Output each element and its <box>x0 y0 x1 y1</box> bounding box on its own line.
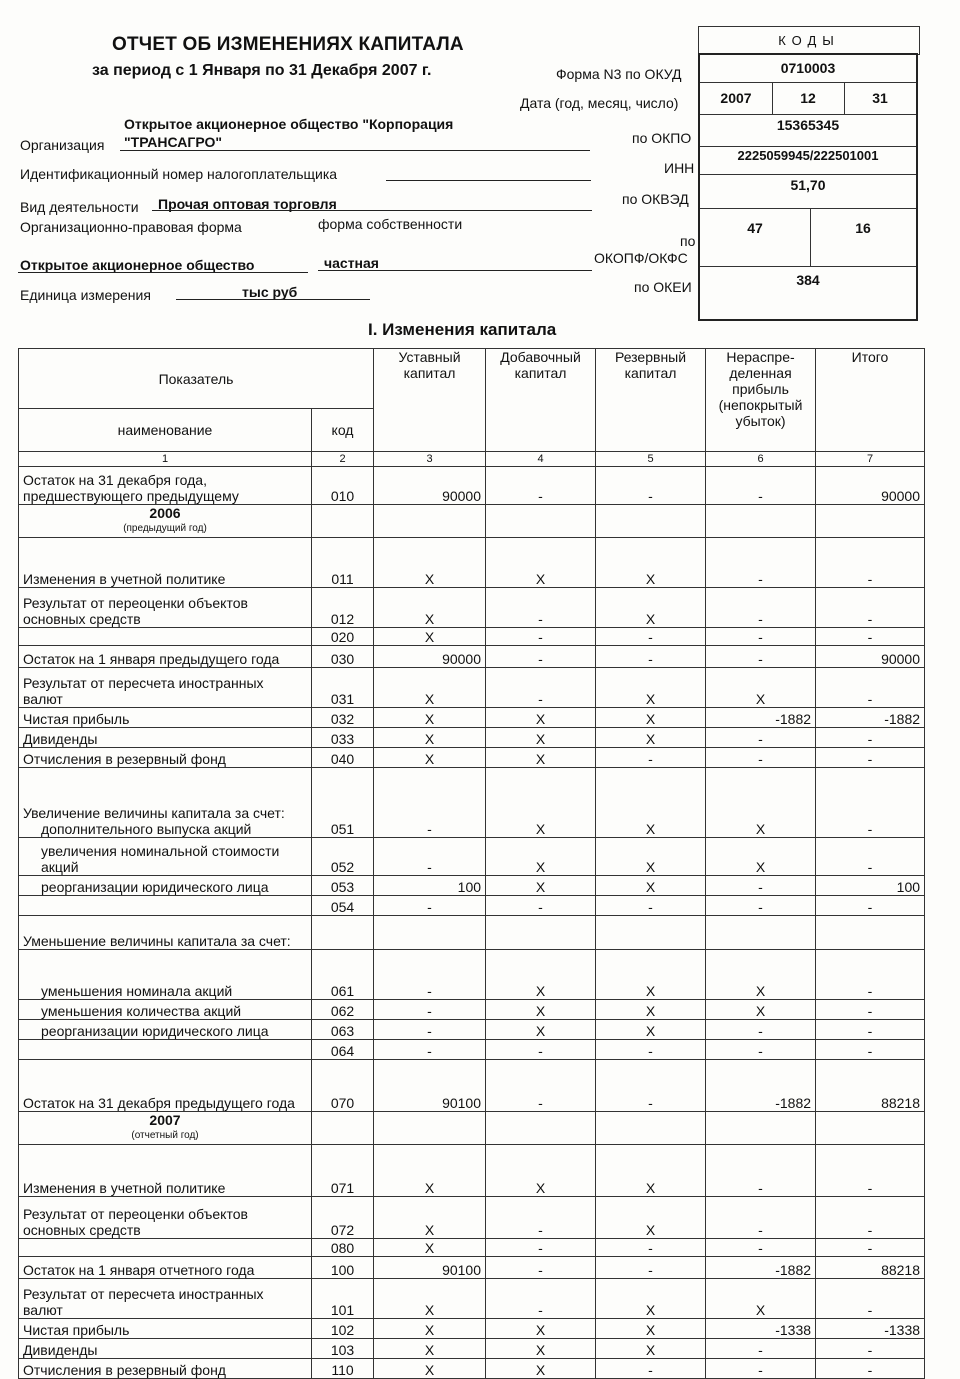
okopf-label-2: ОКОПФ/ОКФС <box>594 250 688 266</box>
year-2007-row <box>19 1112 925 1145</box>
row-value-col7: - <box>816 1339 925 1359</box>
row-value-col7: 90000 <box>816 646 925 668</box>
row-value-col3: - <box>374 1040 486 1060</box>
row-name: увеличения номинальной стоимости акций <box>19 838 312 876</box>
row-value-col3: X <box>374 728 486 748</box>
row-value-col6: X <box>706 1000 816 1020</box>
col-7-header: Итого <box>816 349 925 452</box>
row-code: 011 <box>312 538 374 588</box>
table-row <box>19 1359 925 1379</box>
row-value-col7: 88218 <box>816 1060 925 1112</box>
codes-header: КОДЫ <box>698 26 920 55</box>
row-value-col4: X <box>486 768 596 838</box>
row-value-col6: X <box>706 1279 816 1319</box>
row-value-col7: 100 <box>816 876 925 896</box>
row-value-col4: - <box>486 668 596 708</box>
unit-value: тыс руб <box>242 284 298 300</box>
date-label: Дата (год, месяц, число) <box>520 95 679 111</box>
year-2006-row <box>19 505 925 538</box>
row-value-col6: X <box>706 668 816 708</box>
row-value-col4: - <box>486 1257 596 1279</box>
decrease-group-row <box>19 916 925 950</box>
row-name: Чистая прибыль <box>19 1319 312 1339</box>
row-value-col3: X <box>374 1145 486 1197</box>
table-row <box>19 1040 925 1060</box>
inn-code-label: ИНН <box>664 160 695 176</box>
row-value-col7: -1338 <box>816 1319 925 1339</box>
row-value-col5: X <box>596 876 706 896</box>
row-value-col7: - <box>816 1040 925 1060</box>
row-value-col7: - <box>816 668 925 708</box>
row-value-col3: X <box>374 708 486 728</box>
year-2006-row-empty-cell <box>596 505 706 538</box>
row-value-col5: - <box>596 1257 706 1279</box>
row-value-col3: - <box>374 1020 486 1040</box>
row-value-col4: - <box>486 646 596 668</box>
row-name: Результат от пересчета иностранных валют <box>19 1279 312 1319</box>
row-value-col5: X <box>596 1020 706 1040</box>
report-title: ОТЧЕТ ОБ ИЗМЕНЕНИЯХ КАПИТАЛА <box>112 34 464 55</box>
row-value-col3: - <box>374 838 486 876</box>
row-value-col6: X <box>706 950 816 1000</box>
row-name: Отчисления в резервный фонд <box>19 748 312 768</box>
row-value-col3: X <box>374 588 486 628</box>
row-name: реорганизации юридического лица <box>19 876 312 896</box>
row-value-col4: - <box>486 1239 596 1257</box>
row-code: 071 <box>312 1145 374 1197</box>
okpo-code: 15365345 <box>700 114 916 147</box>
row-value-col7: - <box>816 1359 925 1379</box>
section-title: I. Изменения капитала <box>368 320 557 339</box>
row-name: Результат от переоценки объектов основных средств <box>19 1197 312 1239</box>
col-num-3: 3 <box>374 452 486 467</box>
row-value-col5: X <box>596 668 706 708</box>
row-value-col4: - <box>486 588 596 628</box>
date-day: 31 <box>844 82 916 115</box>
table-row <box>19 1060 925 1112</box>
row-value-col6: - <box>706 748 816 768</box>
row-value-col5: X <box>596 588 706 628</box>
table-row <box>19 668 925 708</box>
table-row <box>19 768 925 838</box>
row-value-col6: - <box>706 876 816 896</box>
year-2007-row-empty-cell <box>706 1112 816 1145</box>
row-value-col5: - <box>596 1239 706 1257</box>
row-value-col7: - <box>816 768 925 838</box>
row-code: 031 <box>312 668 374 708</box>
row-code: 051 <box>312 768 374 838</box>
okei-code: 384 <box>796 272 820 288</box>
row-code: 053 <box>312 876 374 896</box>
year-2006-row-note: (предыдущий год) <box>123 523 207 534</box>
table-row <box>19 1197 925 1239</box>
col-5-header: Резервный капитал <box>596 349 706 452</box>
row-value-col4: - <box>486 896 596 916</box>
decrease-group-label: Уменьшение величины капитала за счет: <box>19 916 312 950</box>
row-value-col4: - <box>486 1060 596 1112</box>
legal-form-underline <box>18 272 308 273</box>
row-value-col5: - <box>596 467 706 505</box>
row-value-col3: X <box>374 1197 486 1239</box>
date-year: 2007 <box>700 82 772 115</box>
decrease-group-empty-cell <box>596 916 706 950</box>
row-value-col6: - <box>706 896 816 916</box>
row-value-col7: - <box>816 896 925 916</box>
row-name <box>19 768 312 838</box>
row-value-col5: - <box>596 896 706 916</box>
table-row <box>19 728 925 748</box>
row-name <box>19 896 312 916</box>
row-value-col6: - <box>706 467 816 505</box>
codes-body <box>698 53 918 321</box>
row-code: 064 <box>312 1040 374 1060</box>
year-2007-row-empty-cell <box>596 1112 706 1145</box>
col-num-5: 5 <box>596 452 706 467</box>
row-value-col6: - <box>706 1339 816 1359</box>
row-value-col4: - <box>486 1040 596 1060</box>
date-divider-1 <box>772 82 773 114</box>
row-value-col6: X <box>706 768 816 838</box>
row-value-col7: -1882 <box>816 708 925 728</box>
ownership-value: частная <box>324 255 379 271</box>
decrease-group-empty-cell <box>706 916 816 950</box>
row-code: 010 <box>312 467 374 505</box>
table-row <box>19 896 925 916</box>
row-value-col3: X <box>374 748 486 768</box>
row-value-col6: - <box>706 628 816 646</box>
row-value-col5: - <box>596 646 706 668</box>
year-2006-row-empty-cell <box>374 505 486 538</box>
date-divider-2 <box>844 82 845 114</box>
row-value-col4: X <box>486 1020 596 1040</box>
year-2006-row-empty-cell <box>486 505 596 538</box>
row-value-col4: X <box>486 1319 596 1339</box>
row-code: 020 <box>312 628 374 646</box>
table-row <box>19 1145 925 1197</box>
row-value-col4: X <box>486 1000 596 1020</box>
row-value-col7: - <box>816 950 925 1000</box>
row-name: Остаток на 31 декабря предыдущего года <box>19 1060 312 1112</box>
year-2006-row-label <box>19 505 312 538</box>
row-value-col3: X <box>374 668 486 708</box>
row-value-col5: X <box>596 708 706 728</box>
row-value-col3: 90100 <box>374 1257 486 1279</box>
row-name: Чистая прибыль <box>19 708 312 728</box>
okud-code: 0710003 <box>700 55 916 83</box>
table-row <box>19 1000 925 1020</box>
row-name: Остаток на 1 января предыдущего года <box>19 646 312 668</box>
row-code: 033 <box>312 728 374 748</box>
row-code: 030 <box>312 646 374 668</box>
year-2007-row-empty-cell <box>486 1112 596 1145</box>
row-value-col5: X <box>596 838 706 876</box>
row-name-group: Увеличение величины капитала за счет: <box>23 805 285 821</box>
okpo-label: по ОКПО <box>632 130 692 146</box>
date-month: 12 <box>772 82 844 115</box>
org-name-line1: Открытое акционерное общество "Корпорация <box>124 116 454 132</box>
row-value-col5: X <box>596 768 706 838</box>
codes-box <box>698 26 920 296</box>
row-value-col7: 90000 <box>816 467 925 505</box>
row-value-col5: - <box>596 628 706 646</box>
row-code: 061 <box>312 950 374 1000</box>
decrease-group-empty-cell <box>816 916 925 950</box>
table-row <box>19 538 925 588</box>
row-value-col6: - <box>706 588 816 628</box>
row-value-col6: -1882 <box>706 708 816 728</box>
decrease-group-empty-cell <box>374 916 486 950</box>
row-value-col7: - <box>816 1239 925 1257</box>
row-name <box>19 628 312 646</box>
row-value-col7: - <box>816 1197 925 1239</box>
row-name: уменьшения номинала акций <box>19 950 312 1000</box>
row-value-col3: - <box>374 896 486 916</box>
row-value-col4: X <box>486 838 596 876</box>
okved-label: по ОКВЭД <box>622 191 689 207</box>
row-value-col4: - <box>486 628 596 646</box>
okopf-code: 47 <box>700 208 810 267</box>
row-code: 110 <box>312 1359 374 1379</box>
col-code-header: код <box>312 409 374 452</box>
row-value-col3: - <box>374 768 486 838</box>
row-value-col7: - <box>816 728 925 748</box>
row-value-col7: - <box>816 628 925 646</box>
row-name: Отчисления в резервный фонд <box>19 1359 312 1379</box>
row-value-col7: - <box>816 1279 925 1319</box>
year-2007-row-empty-cell <box>374 1112 486 1145</box>
year-2006-row-year: 2006 <box>149 505 181 521</box>
legal-form-label: Организационно-правовая форма <box>20 219 242 235</box>
row-value-col5: X <box>596 1000 706 1020</box>
row-value-col3: 90000 <box>374 646 486 668</box>
row-value-col3: X <box>374 1279 486 1319</box>
row-value-col6: - <box>706 1040 816 1060</box>
org-name-line2: "ТРАНСАГРО" <box>124 134 223 150</box>
row-value-col3: 90000 <box>374 467 486 505</box>
okud-label: Форма N3 по ОКУД <box>556 66 682 82</box>
table-row <box>19 708 925 728</box>
row-value-col5: - <box>596 1359 706 1379</box>
ownership-underline <box>318 270 592 271</box>
row-value-col5: - <box>596 748 706 768</box>
row-value-col7: - <box>816 1000 925 1020</box>
col-indicator-header: Показатель <box>19 349 374 409</box>
org-underline <box>120 150 590 151</box>
row-code: 040 <box>312 748 374 768</box>
activity-value: Прочая оптовая торговля <box>158 196 337 212</box>
row-value-col4: X <box>486 1145 596 1197</box>
row-value-col5: X <box>596 1197 706 1239</box>
row-value-col3: X <box>374 1239 486 1257</box>
row-value-col3: 100 <box>374 876 486 896</box>
row-code: 052 <box>312 838 374 876</box>
year-2007-row-year: 2007 <box>149 1112 181 1128</box>
row-value-col6: -1338 <box>706 1319 816 1339</box>
row-value-col3: 90100 <box>374 1060 486 1112</box>
row-value-col3: X <box>374 1339 486 1359</box>
row-value-col3: X <box>374 538 486 588</box>
row-name: уменьшения количества акций <box>19 1000 312 1020</box>
okei-label: по ОКЕИ <box>634 279 692 295</box>
year-2006-row-empty-cell <box>312 505 374 538</box>
year-2007-row-label <box>19 1112 312 1145</box>
row-code: 102 <box>312 1319 374 1339</box>
row-value-col5: X <box>596 538 706 588</box>
table-row <box>19 628 925 646</box>
legal-form-value: Открытое акционерное общество <box>20 257 255 273</box>
row-code: 012 <box>312 588 374 628</box>
row-code: 072 <box>312 1197 374 1239</box>
row-value-col7: - <box>816 538 925 588</box>
row-value-col3: - <box>374 1000 486 1020</box>
table-row <box>19 950 925 1000</box>
row-value-col3: - <box>374 950 486 1000</box>
row-code: 054 <box>312 896 374 916</box>
row-value-col7: - <box>816 588 925 628</box>
row-value-col7: 88218 <box>816 1257 925 1279</box>
row-value-col7: - <box>816 748 925 768</box>
okopf-divider <box>810 208 811 266</box>
report-period: за период с 1 Января по 31 Декабря 2007 г. <box>92 62 432 79</box>
col-num-4: 4 <box>486 452 596 467</box>
col-num-2: 2 <box>312 452 374 467</box>
inn-label: Идентификационный номер налогоплательщика <box>20 166 338 182</box>
row-code: 063 <box>312 1020 374 1040</box>
activity-underline <box>152 210 592 211</box>
year-2006-row-empty-cell <box>706 505 816 538</box>
col-num-6: 6 <box>706 452 816 467</box>
inn-code: 2225059945/222501001 <box>700 146 916 175</box>
okopf-label-1: по <box>680 233 696 249</box>
row-value-col4: - <box>486 467 596 505</box>
row-code: 032 <box>312 708 374 728</box>
row-value-col3: X <box>374 1359 486 1379</box>
row-value-col4: - <box>486 1279 596 1319</box>
row-name: Остаток на 31 декабря года, предшествующего предыдущему <box>19 467 312 505</box>
row-value-col5: - <box>596 1060 706 1112</box>
row-value-col4: - <box>486 1197 596 1239</box>
col-4-header: Добавочный капитал <box>486 349 596 452</box>
ownership-label: форма собственности <box>318 216 463 232</box>
row-value-col6: - <box>706 538 816 588</box>
row-name <box>19 1239 312 1257</box>
row-name: Изменения в учетной политике <box>19 538 312 588</box>
row-value-col6: - <box>706 1145 816 1197</box>
row-value-col6: - <box>706 646 816 668</box>
col-num-1: 1 <box>19 452 312 467</box>
year-2006-row-empty-cell <box>816 505 925 538</box>
year-2007-row-empty-cell <box>816 1112 925 1145</box>
okfs-code: 16 <box>810 208 916 267</box>
row-value-col5: X <box>596 1145 706 1197</box>
row-value-col5: X <box>596 950 706 1000</box>
row-code: 080 <box>312 1239 374 1257</box>
table-row <box>19 876 925 896</box>
table-row <box>19 588 925 628</box>
row-code: 062 <box>312 1000 374 1020</box>
row-code: 101 <box>312 1279 374 1319</box>
row-value-col5: X <box>596 1279 706 1319</box>
table-row <box>19 1339 925 1359</box>
col-name-header: наименование <box>19 409 312 452</box>
row-value-col5: X <box>596 728 706 748</box>
row-value-col6: X <box>706 838 816 876</box>
unit-label: Единица измерения <box>20 287 151 303</box>
col-3-header: Уставный капитал <box>374 349 486 452</box>
row-value-col4: X <box>486 1339 596 1359</box>
row-value-col3: X <box>374 1319 486 1339</box>
row-value-col4: X <box>486 728 596 748</box>
row-code: 103 <box>312 1339 374 1359</box>
row-value-col4: X <box>486 708 596 728</box>
row-value-col5: X <box>596 1339 706 1359</box>
table-row <box>19 1257 925 1279</box>
table-row <box>19 838 925 876</box>
row-value-col4: X <box>486 950 596 1000</box>
row-name <box>19 1040 312 1060</box>
year-2007-row-empty-cell <box>312 1112 374 1145</box>
row-value-col6: - <box>706 1197 816 1239</box>
row-value-col6: - <box>706 1239 816 1257</box>
row-value-col5: X <box>596 1319 706 1339</box>
row-name: реорганизации юридического лица <box>19 1020 312 1040</box>
row-value-col4: X <box>486 876 596 896</box>
row-value-col4: X <box>486 748 596 768</box>
row-value-col7: - <box>816 838 925 876</box>
decrease-group-empty-cell <box>486 916 596 950</box>
row-code: 070 <box>312 1060 374 1112</box>
table-row <box>19 1239 925 1257</box>
row-name: Изменения в учетной политике <box>19 1145 312 1197</box>
row-value-col6: -1882 <box>706 1257 816 1279</box>
table-row <box>19 748 925 768</box>
row-value-col6: - <box>706 728 816 748</box>
col-6-header: Нераспре-деленная прибыль (непокрытый убыток) <box>706 349 816 452</box>
row-value-col3: X <box>374 628 486 646</box>
row-name-item: дополнительного выпуска акций <box>41 821 252 837</box>
row-value-col4: X <box>486 1359 596 1379</box>
row-name: Результат от пересчета иностранных валют <box>19 668 312 708</box>
row-value-col6: - <box>706 1359 816 1379</box>
decrease-group-empty-cell <box>312 916 374 950</box>
row-name: Остаток на 1 января отчетного года <box>19 1257 312 1279</box>
row-code: 100 <box>312 1257 374 1279</box>
row-value-col5: - <box>596 1040 706 1060</box>
okved-code: 51,70 <box>700 174 916 209</box>
row-value-col6: - <box>706 1020 816 1040</box>
row-name: Результат от переоценки объектов основных средств <box>19 588 312 628</box>
year-2007-row-note: (отчетный год) <box>131 1130 199 1141</box>
activity-label: Вид деятельности <box>20 199 139 215</box>
row-value-col6: -1882 <box>706 1060 816 1112</box>
row-value-col7: - <box>816 1020 925 1040</box>
table-row <box>19 1279 925 1319</box>
org-label: Организация <box>20 137 105 153</box>
table-row <box>19 646 925 668</box>
row-name: Дивиденды <box>19 1339 312 1359</box>
row-name: Дивиденды <box>19 728 312 748</box>
table-row <box>19 467 925 505</box>
row-value-col7: - <box>816 1145 925 1197</box>
capital-changes-table <box>18 348 925 1379</box>
row-value-col4: X <box>486 538 596 588</box>
col-num-7: 7 <box>816 452 925 467</box>
unit-underline <box>176 299 370 300</box>
table-row <box>19 1020 925 1040</box>
inn-underline <box>386 180 591 181</box>
